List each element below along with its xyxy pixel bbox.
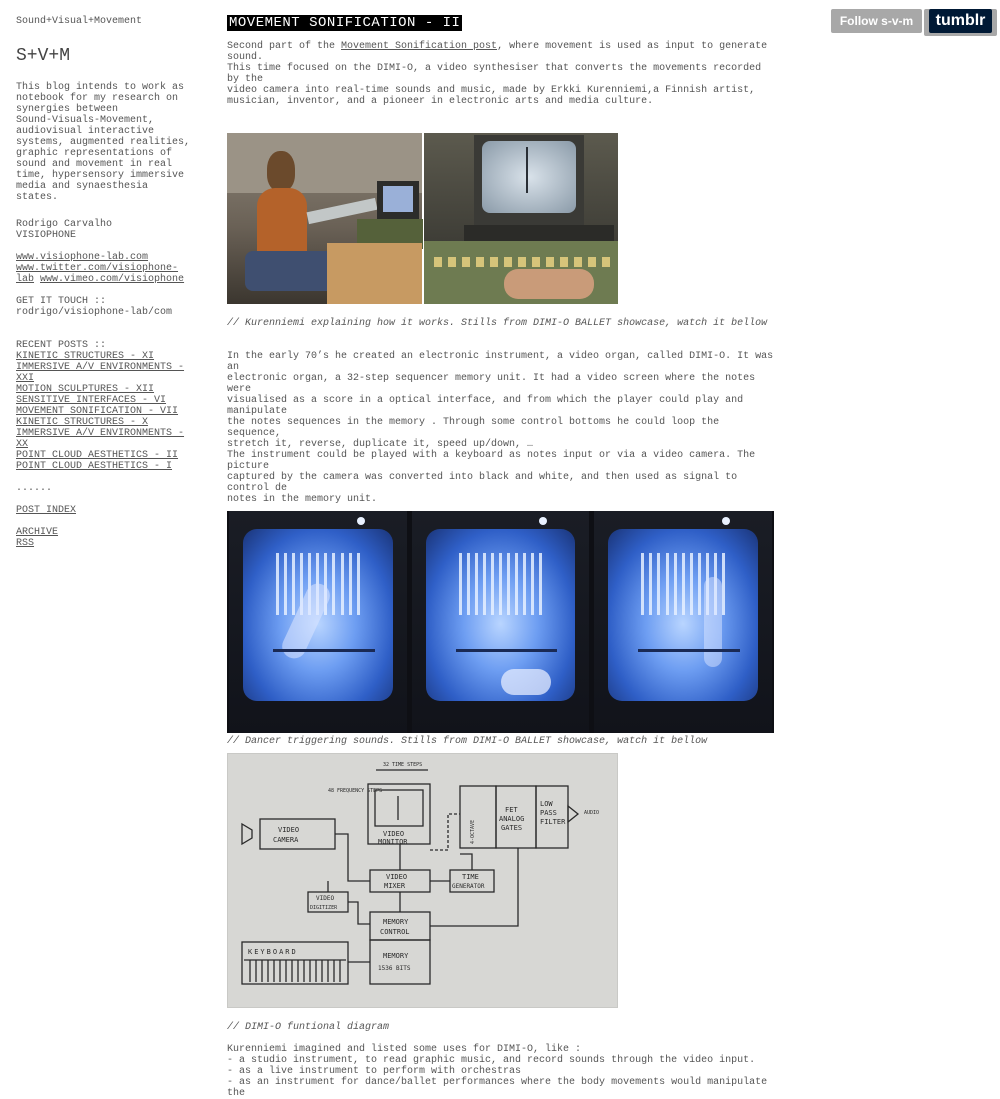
svg-text:AUDIO: AUDIO: [584, 810, 600, 816]
recent-post-link[interactable]: IMMERSIVE A/V ENVIRONMENTS - XXI: [16, 362, 185, 384]
label-frequency-steps: 48 FREQUENCY STEPS: [328, 788, 383, 794]
svg-text:PASS: PASS: [540, 809, 557, 817]
caption-1: // Kurenniemi explaining how it works. Stills from DIMI-O BALLET showcase, watch it bellow: [227, 318, 768, 329]
kurenniemi-stills-image: [227, 133, 618, 304]
post-body-1: In the early 70’s he created an electronic instrument, a video organ, called DIMI-O. It was an electronic organ, a 32-step sequencer memory unit. It had a video screen where the notes were visualised as a score in a optical interface, and from which the player could play and manipulate the notes sequences in the memory . Through some control bottoms he could loop the sequence, stretch it, reverse, duplicate it, speed up/down, … The instrument could be played with a keyboard as notes input or via a video camera. The picture captured by the camera was converted into black and white, and then used as signal to control de notes in the memory unit.: [227, 351, 774, 505]
dancer-stills-image: [227, 511, 774, 733]
blog-description: This blog intends to work as notebook for my research on synergies between Sound-Visuals-Movement, audiovisual interactive systems, augmented realities, graphic representations of sound and movement in real time, hypersensory immersive media and synaesthesia states.: [16, 82, 191, 203]
vimeo-link[interactable]: www.vimeo.com/visiophone: [40, 274, 185, 285]
sidebar: [16, 16, 201, 560]
caption-3: // DIMI-O funtional diagram: [227, 1022, 390, 1033]
svg-text:4-OCTAVE: 4-OCTAVE: [470, 819, 476, 844]
site-title[interactable]: S+V+M: [16, 46, 71, 66]
svg-text:TIME: TIME: [462, 873, 479, 881]
caption-2: // Dancer triggering sounds. Stills from DIMI-O BALLET showcase, watch it bellow: [227, 736, 708, 747]
svg-text:MEMORY: MEMORY: [383, 918, 409, 926]
svg-text:CAMERA: CAMERA: [273, 836, 299, 844]
svg-text:KEYBOARD: KEYBOARD: [248, 948, 298, 956]
svg-text:ANALOG: ANALOG: [499, 815, 525, 823]
svg-text:MONITOR: MONITOR: [378, 838, 408, 846]
dancer-still-2: [412, 511, 590, 733]
svg-text:MEMORY: MEMORY: [383, 952, 409, 960]
movement-sonification-link[interactable]: Movement Sonification post: [341, 41, 498, 52]
svg-text:VIDEO: VIDEO: [316, 895, 335, 902]
follow-button[interactable]: Follow s-v-m: [831, 9, 922, 33]
tumblr-logo: tumblr: [929, 9, 992, 33]
recent-post-link[interactable]: POINT CLOUD AESTHETICS - II: [16, 450, 179, 461]
svg-text:FET: FET: [505, 806, 518, 814]
twitter-link-cont[interactable]: lab: [16, 274, 35, 285]
author-studio: VISIOPHONE: [16, 230, 77, 241]
twitter-vimeo-line: [16, 263, 201, 274]
label-time-steps: 32 TIME STEPS: [383, 762, 423, 768]
dimi-o-diagram-image: [227, 753, 618, 1008]
box-low-pass-filter: [536, 786, 568, 848]
dancer-still-3: [594, 511, 772, 733]
recent-post-link[interactable]: KINETIC STRUCTURES - XI: [16, 351, 155, 362]
author-name: Rodrigo Carvalho: [16, 219, 113, 230]
recent-post-link[interactable]: KINETIC STRUCTURES - X: [16, 417, 149, 428]
post-intro: Second part of the Movement Sonification post, where movement is used as input to generate sound. This time focused on the DIMI-O, a video synthesiser that converts the movements recorded by the video camera into real-time sounds and music, made by Erkki Kurenniemi,a Finnish artist, musician, inventor, and a pioneer in electronic arts and media culture.: [227, 41, 768, 107]
recent-post-link[interactable]: POINT CLOUD AESTHETICS - I: [16, 461, 173, 472]
svg-text:FILTER: FILTER: [540, 818, 566, 826]
dancer-still-1: [229, 511, 407, 733]
box-memory: [370, 940, 430, 984]
svg-text:VIDEO: VIDEO: [278, 826, 300, 834]
recent-posts-label: RECENT POSTS ::: [16, 340, 107, 351]
ellipsis: ......: [16, 483, 53, 494]
contact-block: [16, 296, 201, 318]
recent-post-link[interactable]: MOVEMENT SONIFICATION - VII: [16, 406, 179, 417]
svg-text:LOW: LOW: [540, 800, 553, 808]
rss-link[interactable]: RSS: [16, 538, 35, 549]
lab-link[interactable]: www.visiophone-lab.com: [16, 252, 149, 263]
contact-label: GET IT TOUCH ::: [16, 296, 107, 307]
still-kurenniemi-at-organ: [227, 133, 422, 304]
svg-text:MIXER: MIXER: [384, 882, 406, 890]
contact-value: rodrigo/visiophone-lab/com: [16, 307, 173, 318]
svg-text:1536 BITS: 1536 BITS: [378, 965, 411, 972]
post-title[interactable]: MOVEMENT SONIFICATION - II: [229, 15, 461, 31]
recent-post-link[interactable]: MOTION SCULPTURES - XII: [16, 384, 155, 395]
archive-link[interactable]: ARCHIVE: [16, 527, 59, 538]
post-index-link[interactable]: POST INDEX: [16, 505, 77, 516]
blog-name[interactable]: Sound+Visual+Movement: [16, 16, 143, 27]
still-organ-screen-closeup: [424, 133, 619, 304]
svg-text:GENERATOR: GENERATOR: [452, 883, 485, 890]
recent-post-link[interactable]: IMMERSIVE A/V ENVIRONMENTS - XX: [16, 428, 185, 450]
box-4-octave: [460, 786, 496, 848]
svg-text:VIDEO: VIDEO: [383, 830, 405, 838]
svg-text:GATES: GATES: [501, 824, 523, 832]
box-video-camera: [260, 819, 335, 849]
svg-text:DIGITIZER: DIGITIZER: [310, 905, 338, 911]
links-block: [16, 252, 201, 285]
svg-text:VIDEO: VIDEO: [386, 873, 408, 881]
tumblr-dashboard-button[interactable]: [924, 9, 997, 36]
post: [227, 15, 779, 1099]
twitter-link[interactable]: www.twitter.com/visiophone-: [16, 263, 179, 274]
author-block: [16, 219, 201, 241]
recent-posts: [16, 340, 201, 472]
svg-text:CONTROL: CONTROL: [380, 928, 410, 936]
recent-post-link[interactable]: SENSITIVE INTERFACES - VI: [16, 395, 167, 406]
post-body-2: Kurenniemi imagined and listed some uses for DIMI-O, like : - a studio instrument, to read graphic music, and record sounds through the video input. - as a live instrument to perform with orchestras - as an instrument for dance/ballet performances where the body movements would manipulate the: [227, 1044, 768, 1099]
